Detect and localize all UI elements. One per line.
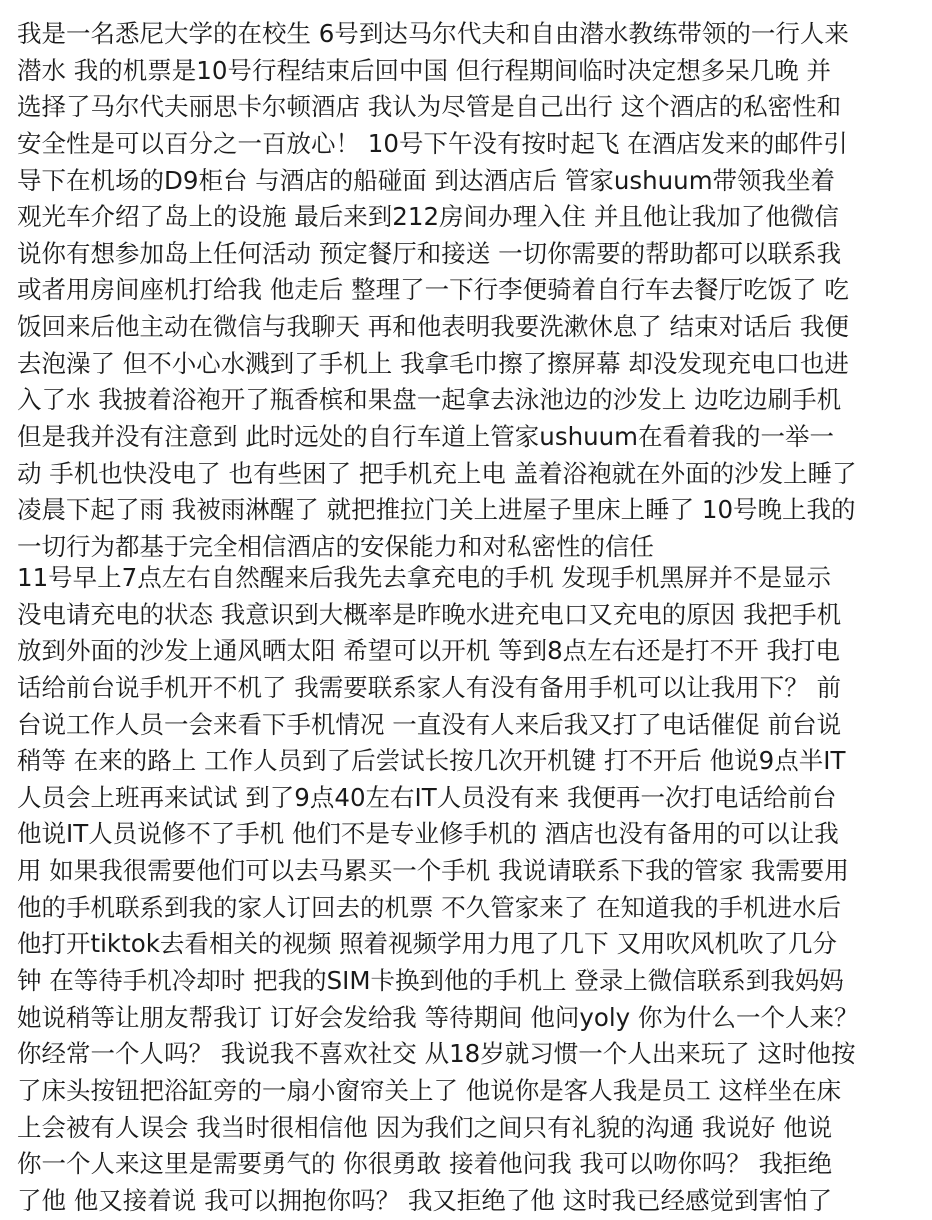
text-line: 一切行为都基于完全相信酒店的安保能力和对私密性的信任 — [17, 531, 654, 561]
text-line: 饭回来后他主动在微信与我聊天 再和他表明我要洗漱休息了 结束对话后 我便 — [17, 312, 849, 342]
text-line: 导下在机场的D9柜台 与酒店的船碰面 到达酒店后 管家ushuum带领我坐着 — [17, 165, 836, 195]
text-line: 入了水 我披着浴袍开了瓶香槟和果盘一起拿去泳池边的沙发上 边吃边刷手机 — [17, 385, 842, 415]
text-line: 安全性是可以百分之一百放心！ 10号下午没有按时起飞 在酒店发来的邮件引 — [17, 128, 848, 158]
text-line: 但是我并没有注意到 此时远处的自行车道上管家ushuum在看着我的一举一 — [17, 422, 835, 452]
text-line: 放到外面的沙发上通风晒太阳 希望可以开机 等到8点左右还是打不开 我打电 — [17, 636, 840, 666]
text-line: 你一个人来这里是需要勇气的 你很勇敢 接着他问我 我可以吻你吗？ 我拒绝 — [17, 1149, 833, 1179]
text-line: 11号早上7点左右自然醒来后我先去拿充电的手机 发现手机黑屏并不是显示 — [17, 563, 832, 592]
text-line: 说你有想参加岛上任何活动 预定餐厅和接送 一切你需要的帮助都可以联系我 — [17, 238, 842, 268]
text-line: 他打开tiktok去看相关的视频 照着视频学用力甩了几下 又用吹风机吹了几分 — [17, 929, 837, 959]
text-line: 你经常一个人吗？ 我说我不喜欢社交 从18岁就习惯一个人出来玩了 这时他按 — [17, 1039, 856, 1069]
text-line: 观光车介绍了岛上的设施 最后来到212房间办理入住 并且他让我加了他微信 — [17, 202, 839, 232]
text-line: 动 手机也快没电了 也有些困了 把手机充上电 盖着浴袍就在外面的沙发上睡了 — [17, 458, 857, 488]
text-line: 上会被有人误会 我当时很相信他 因为我们之间只有礼貌的沟通 我说好 他说 — [17, 1112, 833, 1142]
text-line: 人员会上班再来试试 到了9点40左右IT人员没有来 我便再一次打电话给前台 — [17, 782, 837, 812]
text-line: 话给前台说手机开不机了 我需要联系家人有没有备用手机可以让我用下？ 前 — [17, 672, 842, 702]
text-line: 用 如果我很需要他们可以去马累买一个手机 我说请联系下我的管家 我需要用 — [17, 856, 849, 886]
text-line: 没电请充电的状态 我意识到大概率是昨晚水进充电口又充电的原因 我把手机 — [17, 599, 842, 629]
text-line: 了他 他又接着说 我可以拥抱你吗？ 我又拒绝了他 这时我已经感觉到害怕了 — [17, 1185, 833, 1215]
text-line: 钟 在等待手机冷却时 把我的SIM卡换到他的手机上 登录上微信联系到我妈妈 — [17, 966, 844, 996]
text-line: 去泡澡了 但不小心水溅到了手机上 我拿毛巾擦了擦屏幕 却没发现充电口也进 — [17, 348, 849, 378]
text-line: 潜水 我的机票是10号行程结束后回中国 但行程期间临时决定想多呆几晚 并 — [17, 55, 832, 85]
text-line: 我是一名悉尼大学的在校生 6号到达马尔代夫和自由潜水教练带领的一行人来 — [17, 19, 849, 48]
paragraph-1 — [17, 16, 922, 566]
text-line: 选择了马尔代夫丽思卡尔顿酒店 我认为尽管是自己出行 这个酒店的私密性和 — [17, 92, 842, 122]
text-line: 他说IT人员说修不了手机 他们不是专业修手机的 酒店也没有备用的可以让我 — [17, 819, 839, 849]
text-line: 凌晨下起了雨 我被雨淋醒了 就把推拉门关上进屋子里床上睡了 10号晚上我的 — [17, 495, 856, 525]
text-line: 或者用房间座机打给我 他走后 整理了一下行李便骑着自行车去餐厅吃饭了 吃 — [17, 275, 849, 305]
text-line: 台说工作人员一会来看下手机情况 一直没有人来后我又打了电话催促 前台说 — [17, 709, 842, 739]
text-line: 她说稍等让朋友帮我订 订好会发给我 等待期间 他问yoly 你为什么一个人来？ — [17, 1002, 859, 1032]
text-line: 了床头按钮把浴缸旁的一扇小窗帘关上了 他说你是客人我是员工 这样坐在床 — [17, 1075, 842, 1105]
text-line: 稍等 在来的路上 工作人员到了后尝试长按几次开机键 打不开后 他说9点半IT — [17, 746, 846, 776]
paragraph-2 — [17, 560, 922, 1220]
text-line: 他的手机联系到我的家人订回去的机票 不久管家来了 在知道我的手机进水后 — [17, 892, 842, 922]
